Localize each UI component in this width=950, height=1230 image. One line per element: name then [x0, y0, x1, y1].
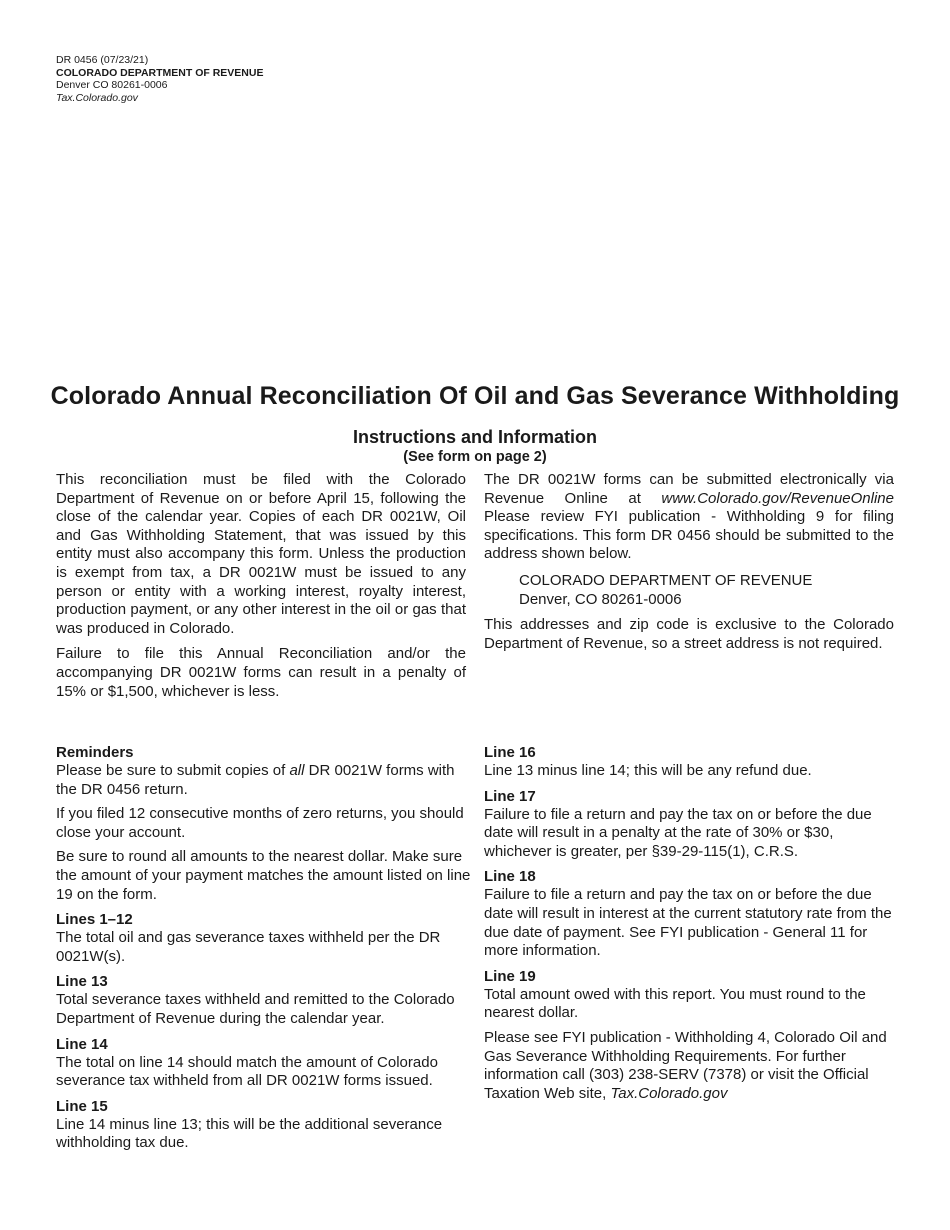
line-description: Failure to file a return and pay the tax on or before the due date will result in interest at the current statutory rate from the due date of payment. See FYI publication - General 11 for more information. [484, 886, 892, 960]
line-heading: Lines 1–12 [56, 911, 133, 929]
section-subtitle: Instructions and Information [352, 427, 597, 447]
submission-text-a: The DR 0021W forms can be submitted electronically via Revenue Online at [484, 471, 894, 507]
line-heading: Line 14 [56, 1035, 108, 1053]
reminder-item [56, 762, 476, 799]
line-heading: Line 13 [56, 973, 108, 991]
reminder-emphasis: all [289, 762, 305, 779]
tax-website-link: Tax.Colorado.gov [610, 1084, 728, 1102]
form-header [56, 54, 263, 104]
line-heading: Line 16 [484, 744, 536, 761]
line-description: Total severance taxes withheld and remitted to the Colorado Department of Revenue during the calendar year. [56, 991, 455, 1027]
page-title: Colorado Annual Reconciliation Of Oil and Gas Severance Withholding [50, 382, 900, 410]
revenue-online-link: www.Colorado.gov/RevenueOnline [661, 489, 894, 507]
line-heading: Line 15 [56, 1097, 108, 1115]
department-website: Tax.Colorado.gov [56, 91, 138, 104]
intro-right-column [484, 471, 894, 660]
reminder-text-a: Please be sure to submit copies of [56, 762, 290, 779]
mailing-address [519, 571, 894, 609]
line-description: Line 14 minus line 13; this will be the additional severance withholding tax due. [56, 1115, 443, 1152]
department-city: Denver CO 80261-0006 [56, 79, 168, 91]
closing-paragraph [484, 1029, 904, 1103]
address-note: This addresses and zip code is exclusive to the Colorado Department of Revenue, so a street address is not required. [484, 615, 894, 652]
line-description: Line 13 minus line 14; this will be any refund due. [484, 762, 812, 779]
penalty-paragraph: Failure to file this Annual Reconciliation and/or the accompanying DR 0021W forms can result in a penalty of 15% or $1,500, whichever is less. [56, 645, 466, 700]
line-heading: Line 19 [484, 967, 536, 985]
instructions-left-column [56, 743, 476, 1159]
reminders-heading: Reminders [56, 744, 134, 761]
line-description: The total on line 14 should match the amount of Colorado severance tax withheld from all DR 0021W forms issued. [56, 1053, 438, 1090]
address-line-1: COLORADO DEPARTMENT OF REVENUE [519, 571, 813, 589]
reminder-item: Be sure to round all amounts to the nearest dollar. Make sure the amount of your payment matches the amount listed on line 19 on the form. [56, 848, 471, 903]
closing-text: Please see FYI publication - Withholding 4, Colorado Oil and Gas Severance Withholding Requirements. For further information call (303) 238-SERV (7378) or visit the Official Taxation Web site, [484, 1028, 887, 1102]
line-description: Total amount owed with this report. You must round to the nearest dollar. [484, 985, 866, 1022]
intro-paragraph: This reconciliation must be filed with the Colorado Department of Revenue on or before April 15, following the close of the calendar year. Copies of each DR 0021W, Oil and Gas Withholding Statement, that was issued by this entity must also accompany this form. Unless the production is exempt from tax, a DR 0021W must be issued to any person or entity with a working interest, royalty interest, production payment, or any other interest in the oil or gas that was produced in Colorado. [56, 471, 466, 637]
reminder-text-b: DR 0021W forms with the DR 0456 return. [56, 762, 455, 798]
subtitle-note: (See form on page 2) [403, 449, 547, 465]
submission-text-b: Please review FYI publication - Withholding 9 for filing specifications. This form DR 0456 should be submitted to the address shown below. [484, 508, 894, 563]
line-heading: Line 17 [484, 787, 536, 805]
intro-left-column [56, 471, 466, 708]
line-description: Failure to file a return and pay the tax on or before the due date will result in a penalty at the rate of 30% or $30, whichever is greater, per §39-29-115(1), C.R.S. [484, 805, 872, 860]
line-heading: Line 18 [484, 868, 536, 886]
submission-paragraph [484, 471, 894, 564]
instructions-right-column [484, 743, 904, 1109]
line-description: The total oil and gas severance taxes withheld per the DR 0021W(s). [56, 929, 441, 965]
form-id: DR 0456 (07/23/21) [56, 54, 149, 66]
reminder-item: If you filed 12 consecutive months of zero returns, you should close your account. [56, 805, 464, 841]
address-line-2: Denver, CO 80261-0006 [519, 590, 682, 608]
department-name: COLORADO DEPARTMENT OF REVENUE [56, 66, 264, 79]
